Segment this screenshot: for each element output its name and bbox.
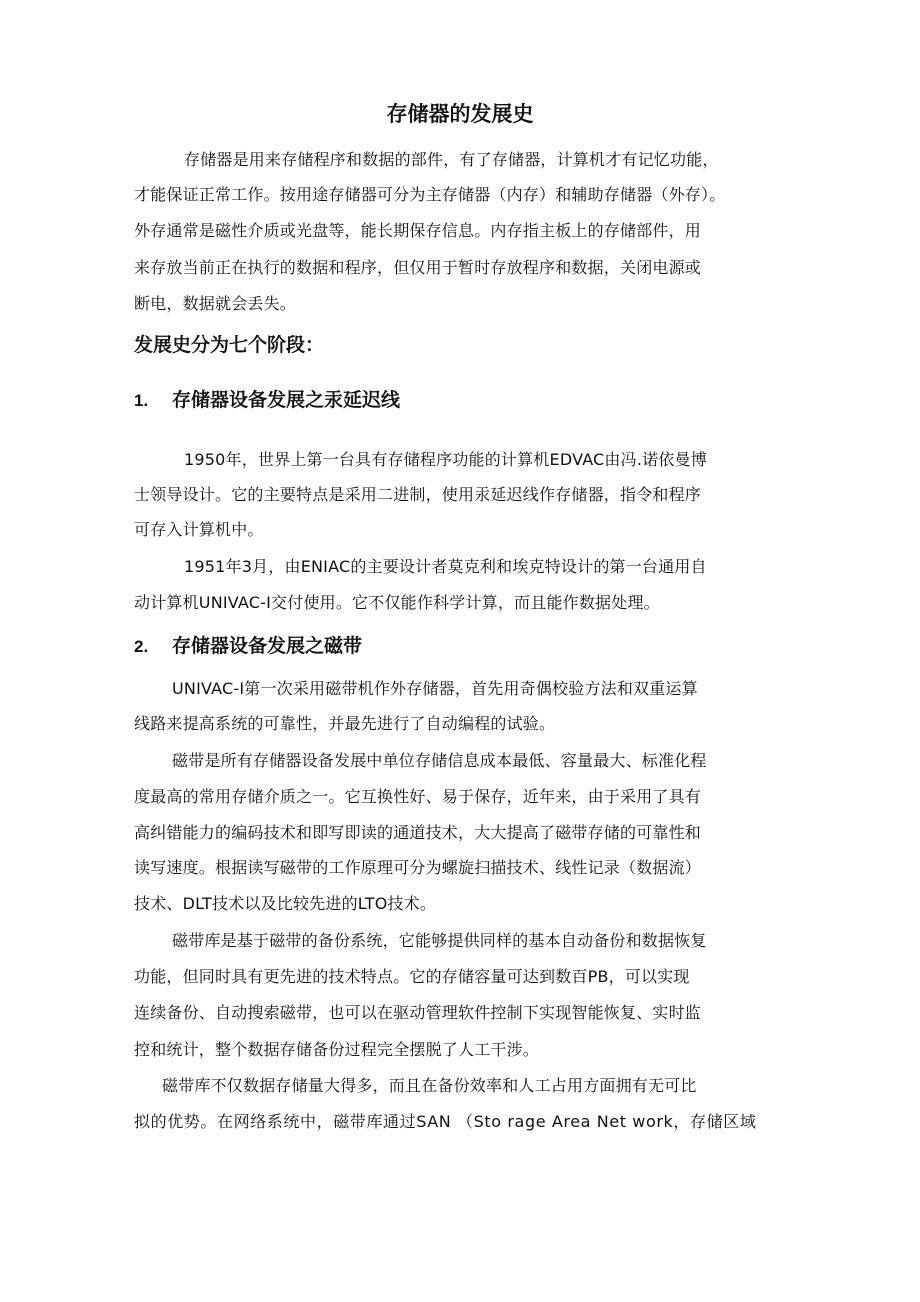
paragraph-line: 可存入计算机中。 [134, 520, 264, 539]
section-number: 1. [134, 391, 149, 410]
section-heading-1 [134, 388, 400, 413]
paragraph-line: 控和统计，整个数据存储备份过程完全摆脱了人工干涉。 [134, 1040, 540, 1059]
paragraph-line: 线路来提高系统的可靠性，并最先进行了自动编程的试验。 [134, 714, 556, 733]
paragraph-line: 技术、DLT技术以及比较先进的LTO技术。 [134, 894, 437, 913]
paragraph-line: 磁带库不仅数据存储量大得多，而且在备份效率和人工占用方面拥有无可比 [162, 1076, 697, 1095]
paragraph-line: 1951年3月，由ENIAC的主要设计者莫克利和埃克特设计的第一台通用自 [184, 557, 707, 576]
section-number: 2. [134, 637, 149, 656]
paragraph-line: 士领导设计。它的主要特点是采用二进制，使用汞延迟线作存储器，指令和程序 [134, 485, 702, 504]
paragraph-line: 高纠错能力的编码技术和即写即读的通道技术，大大提高了磁带存储的可靠性和 [134, 823, 702, 842]
paragraph-line: 连续备份、自动搜索磁带，也可以在驱动管理软件控制下实现智能恢复、实时监 [134, 1003, 702, 1022]
section-title: 存储器设备发展之磁带 [172, 635, 363, 657]
paragraph-line: UNIVAC-I第一次采用磁带机作外存储器，首先用奇偶校验方法和双重运算 [172, 679, 698, 698]
intro-line: 外存通常是磁性介质或光盘等，能长期保存信息。内存指主板上的存储部件，用 [134, 221, 702, 240]
section-heading-2 [134, 634, 362, 659]
paragraph-line: 磁带是所有存储器设备发展中单位存储信息成本最低、容量最大、标准化程 [172, 751, 707, 770]
section-title: 存储器设备发展之汞延迟线 [172, 389, 401, 411]
paragraph-line: 动计算机UNIVAC-I交付使用。它不仅能作科学计算，而且能作数据处理。 [134, 593, 660, 612]
paragraph-line: 度最高的常用存储介质之一。它互换性好、易于保存，近年来，由于采用了具有 [134, 787, 702, 806]
paragraph-line: 拟的优势。在网络系统中，磁带库通过SAN （Sto rage Area Net work，存储区域 [134, 1112, 757, 1131]
intro-line: 来存放当前正在执行的数据和程序，但仅用于暂时存放程序和数据，关闭电源或 [134, 258, 702, 277]
page-title: 存储器的发展史 [386, 102, 534, 126]
stages-heading: 发展史分为七个阶段： [134, 334, 325, 356]
paragraph-line: 磁带库是基于磁带的备份系统，它能够提供同样的基本自动备份和数据恢复 [172, 931, 707, 950]
intro-line: 存储器是用来存储程序和数据的部件，有了存储器，计算机才有记忆功能， [184, 150, 719, 169]
intro-line: 断电，数据就会丢失。 [134, 294, 297, 313]
intro-line: 才能保证正常工作。按用途存储器可分为主存储器（内存）和辅助存储器（外存）。 [134, 185, 726, 204]
paragraph-line: 1950年，世界上第一台具有存储程序功能的计算机EDVAC由冯.诺依曼博 [184, 450, 707, 469]
paragraph-line: 读写速度。根据读写磁带的工作原理可分为螺旋扫描技术、线性记录（数据流） [134, 858, 702, 877]
paragraph-line: 功能，但同时具有更先进的技术特点。它的存储容量可达到数百PB，可以实现 [134, 967, 690, 986]
